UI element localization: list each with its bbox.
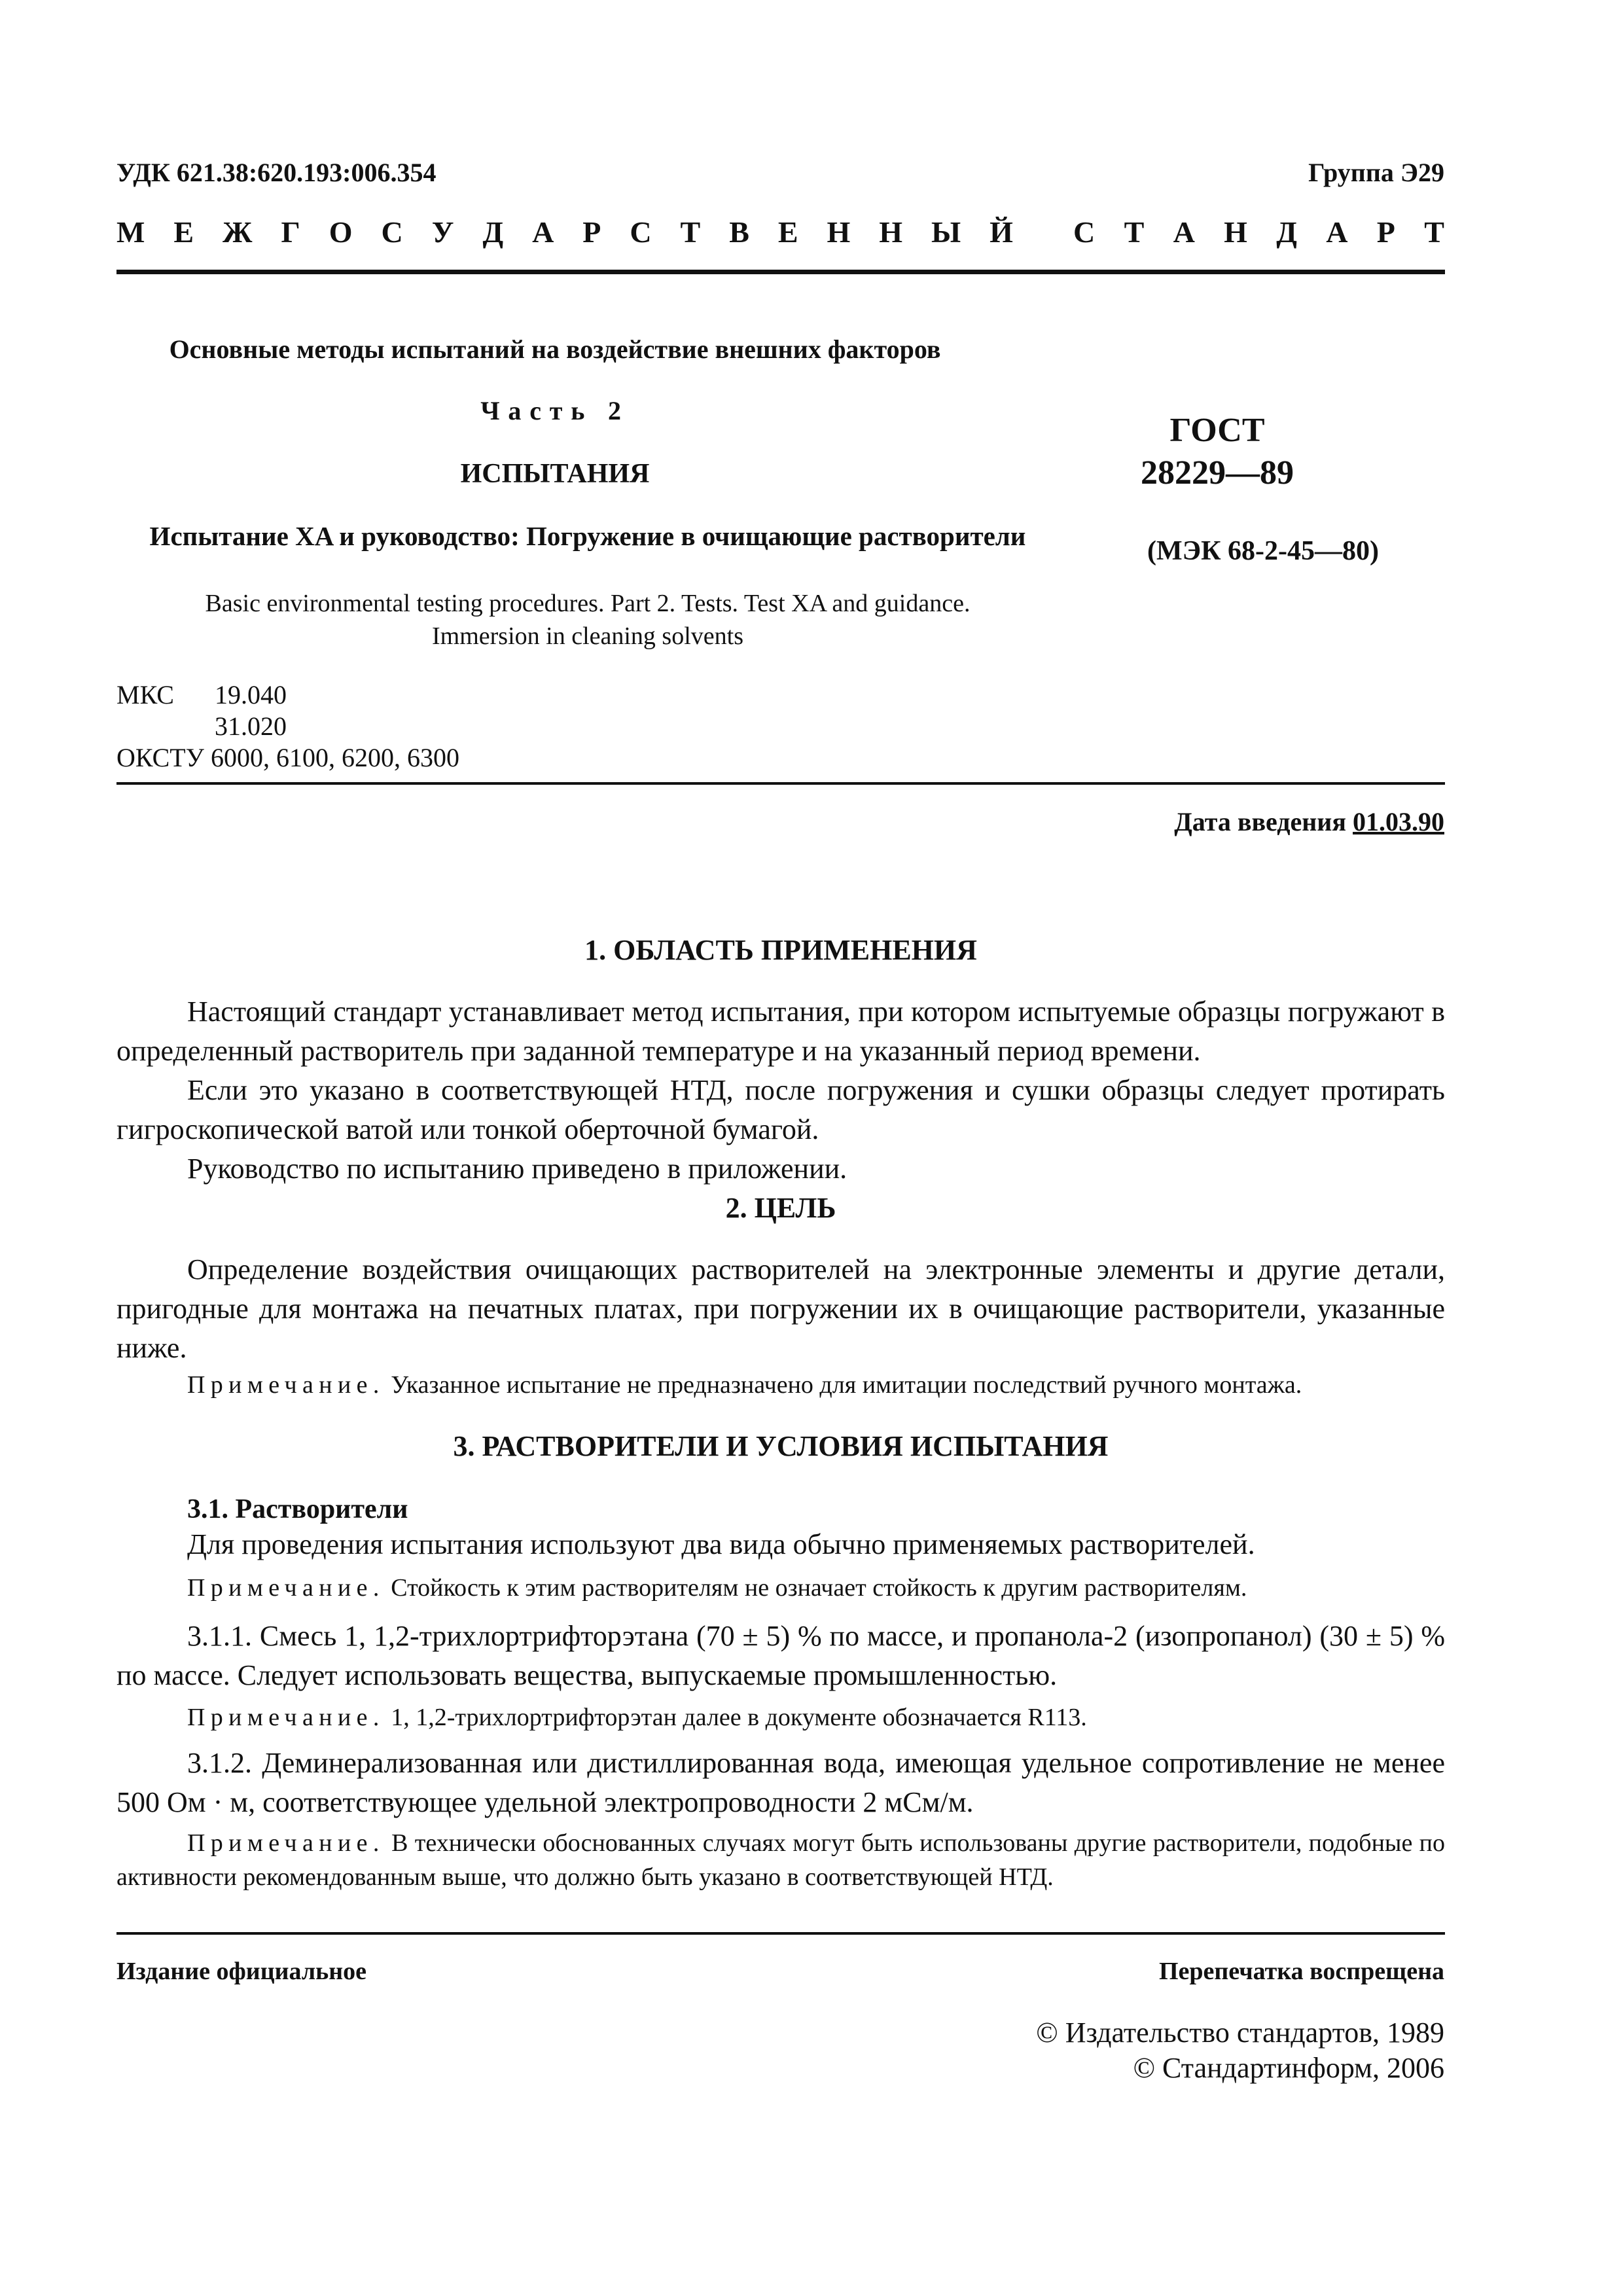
banner-letter: Н (827, 215, 851, 249)
mks-code-1: 19.040 (215, 680, 287, 709)
title-line-1: Основные методы испытаний на воздействие внешних факторов (169, 334, 941, 364)
banner-letter: Н (879, 215, 903, 249)
section-2-note (116, 1368, 1445, 1402)
clause-3-1-2-text: 3.1.2. Деминерализованная или дистиллированная вода, имеющая удельное сопротивление не менее 500 Ом · м, соответствующее удельной электропроводности 2 мСм/м. (116, 1747, 1445, 1818)
section-1-title: 1. ОБЛАСТЬ ПРИМЕНЕНИЯ (584, 934, 977, 966)
banner-letter: Т (1124, 215, 1145, 249)
banner-letter: Т (1424, 215, 1444, 249)
reprint-prohibited: Перепечатка воспрещена (1158, 1958, 1444, 1985)
classification-rule (116, 782, 1445, 785)
section-2-body (116, 1250, 1445, 1368)
banner-letter: Ж (223, 215, 253, 249)
note-label: Примечание. (187, 1371, 385, 1399)
subsection-3-1-note-text: Стойкость к этим растворителям не означает стойкость к другим растворителям. (384, 1574, 1247, 1602)
banner-letter: В (729, 215, 749, 249)
note-label: Примечание. (187, 1704, 385, 1731)
clause-3-1-1 (116, 1617, 1445, 1695)
section-1-body (116, 992, 1445, 1189)
date-label: Дата введения (1174, 807, 1346, 836)
title-part: Часть 2 (480, 396, 630, 425)
banner-letter: Н (1224, 215, 1247, 249)
banner-letter: Р (1376, 215, 1395, 249)
banner-letter: Ы (931, 215, 961, 249)
english-title-1: Basic environmental testing procedures. Part 2. Tests. Test XA and guidance. (205, 590, 971, 617)
banner-letter: Р (582, 215, 601, 249)
subsection-3-1-text: Для проведения испытания используют два вида обычно применяемых растворителей. (187, 1528, 1255, 1560)
section-1-paragraph-2: Если это указано в соответствующей НТД, после погружения и сушки образцы следует протирать гигроскопической ватой или тонкой оберточной бумагой. (116, 1074, 1445, 1145)
section-2-note-text: Указанное испытание не предназначено для имитации последствий ручного монтажа. (384, 1371, 1302, 1399)
banner-letter: Д (1276, 215, 1297, 249)
banner-letter: С (381, 215, 403, 249)
banner-letter: Т (680, 215, 701, 249)
banner-letter: М (116, 215, 145, 249)
gost-number: 28229—89 (1141, 454, 1294, 492)
banner-right (1073, 215, 1444, 249)
note-label: Примечание. (187, 1574, 385, 1602)
clause-3-1-1-text: 3.1.1. Смесь 1, 1,2-трихлортрифторэтана (70 ± 5) % по массе, и пропанола-2 (изопропанол) (30 ± 5) % по массе. Следует использовать вещества, выпускаемые промышленностью. (116, 1620, 1445, 1691)
clause-3-1-2-note (116, 1826, 1445, 1894)
note-label: Примечание. (187, 1829, 385, 1857)
section-2-title: 2. ЦЕЛЬ (725, 1192, 836, 1224)
gost-label: ГОСТ (1169, 412, 1265, 449)
oksty-codes: ОКСТУ 6000, 6100, 6200, 6300 (116, 743, 460, 772)
banner-letter: Д (482, 215, 504, 249)
banner-letter: С (1073, 215, 1096, 249)
subsection-3-1-number: 3.1. (187, 1494, 228, 1524)
banner-letter: С (630, 215, 652, 249)
title-line-4: Испытание XA и руководство: Погружение в очищающие растворители (149, 521, 1026, 551)
banner-letter: У (431, 215, 454, 249)
clause-3-1-2 (116, 1744, 1445, 1822)
banner-letter: Г (281, 215, 300, 249)
clause-3-1-1-note (116, 1700, 1445, 1734)
banner-letter: А (1173, 215, 1195, 249)
banner-letter: Е (173, 215, 194, 249)
banner-left (116, 215, 1013, 249)
copyright-1989: © Издательство стандартов, 1989 (1036, 2017, 1444, 2049)
section-1-paragraph-1: Настоящий стандарт устанавливает метод испытания, при котором испытуемые образцы погружают в определенный растворитель при заданной температуре и на указанный период времени. (116, 996, 1445, 1067)
mks-code-2: 31.020 (215, 711, 287, 741)
banner-letter: Е (777, 215, 798, 249)
english-title-2: Immersion in cleaning solvents (432, 622, 743, 650)
introduction-date (982, 806, 1444, 837)
subsection-3-1-title: Растворители (235, 1494, 408, 1524)
banner-letter: А (1326, 215, 1348, 249)
clause-3-1-1-note-text: 1, 1,2-трихлортрифторэтан далее в документе обозначается R113. (384, 1704, 1087, 1731)
banner-letter: О (329, 215, 353, 249)
section-1-paragraph-3: Руководство по испытанию приведено в приложении. (187, 1153, 847, 1185)
subsection-3-1-note (116, 1571, 1445, 1605)
title-tests: ИСПЫТАНИЯ (460, 459, 650, 489)
footer-rule (116, 1932, 1445, 1935)
date-value: 01.03.90 (1353, 807, 1444, 836)
copyright-2006: © Стандартинформ, 2006 (1133, 2052, 1444, 2084)
udk-code: УДК 621.38:620.193:006.354 (116, 158, 437, 187)
banner-letter: Й (990, 215, 1013, 249)
mks-label: МКС (116, 680, 174, 709)
section-3-title: 3. РАСТВОРИТЕЛИ И УСЛОВИЯ ИСПЫТАНИЯ (453, 1430, 1109, 1462)
clause-3-1-2-note-text: В технически обоснованных случаях могут быть использованы другие растворители, подобные по активности рекомендованным выше, что должно быть указано в соответствующей НТД. (116, 1829, 1445, 1891)
section-2-paragraph-1: Определение воздействия очищающих растворителей на электронные элементы и другие детали, пригодные для монтажа на печатных платах, при погружении их в очищающие растворители, указанные ниже. (116, 1253, 1445, 1364)
header-rule (116, 270, 1445, 274)
iec-reference: (МЭК 68-2-45—80) (1147, 536, 1380, 566)
subsection-3-1-heading (187, 1494, 408, 1525)
banner-letter: А (532, 215, 554, 249)
edition-official: Издание официальное (116, 1958, 367, 1985)
group-code: Группа Э29 (1308, 158, 1444, 187)
